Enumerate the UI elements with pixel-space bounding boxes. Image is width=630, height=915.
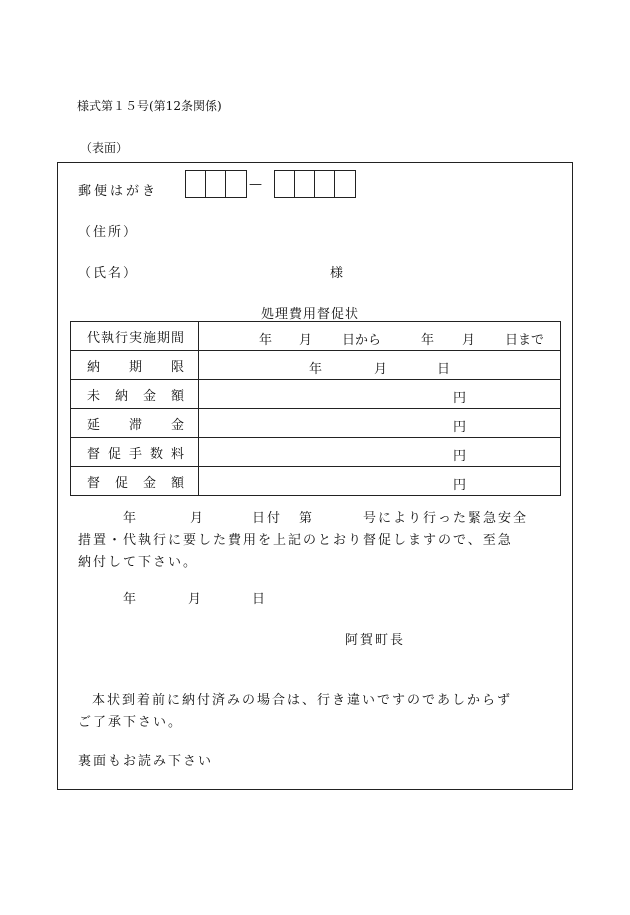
- postal-digit-box: [186, 171, 206, 197]
- table-row: [71, 409, 561, 438]
- table-row: [71, 351, 561, 380]
- postal-digit-box: [295, 171, 315, 197]
- day-until-label: 日まで: [505, 333, 545, 348]
- issuer-name: 阿賀町長: [345, 633, 406, 648]
- postal-digit-box: [226, 171, 246, 197]
- unpaid-amount-value[interactable]: [199, 380, 561, 409]
- body-line-3: 納付して下さい。: [78, 555, 199, 570]
- back-side-notice: 裏面もお読み下さい: [78, 754, 214, 769]
- body-line1-rest: 号により行った緊急安全: [363, 511, 529, 526]
- month-label: 月: [374, 362, 388, 377]
- notice-line-1: 本状到着前に納付済みの場合は、行き違いですのであしからず: [92, 693, 513, 708]
- late-fee-value[interactable]: [199, 409, 561, 438]
- postal-digit-box: [315, 171, 335, 197]
- side-label: （表面）: [80, 141, 129, 155]
- body-line-2: 措置・代執行に要した費用を上記のとおり督促しますので、至急: [78, 533, 513, 548]
- form-number: 様式第１５号(第12条関係): [77, 99, 222, 113]
- body-day: 日付: [252, 511, 283, 526]
- postal-digit-box: [206, 171, 226, 197]
- fee-table: [70, 321, 561, 496]
- document-title: 処理費用督促状: [261, 307, 360, 322]
- body-month: 月: [190, 511, 204, 526]
- reminder-fee-value[interactable]: [199, 438, 561, 467]
- row-label: 納期限: [71, 351, 199, 380]
- table-row: [71, 380, 561, 409]
- month-label: 月: [462, 333, 476, 348]
- month-label: 月: [299, 333, 313, 348]
- yen-unit: 円: [453, 449, 467, 464]
- row-label: 督促金額: [71, 467, 199, 496]
- reminder-amount-value[interactable]: [199, 467, 561, 496]
- row-label: 督促手数料: [71, 438, 199, 467]
- period-value[interactable]: [199, 322, 561, 351]
- table-row: [71, 467, 561, 496]
- issue-year: 年: [123, 592, 137, 607]
- row-label: 延滞金: [71, 409, 199, 438]
- address-label: （住所）: [78, 225, 139, 240]
- issue-month: 月: [188, 592, 202, 607]
- yen-unit: 円: [453, 391, 467, 406]
- postal-digit-box: [275, 171, 295, 197]
- year-label: 年: [421, 333, 435, 348]
- issue-day: 日: [252, 592, 266, 607]
- table-row: [71, 438, 561, 467]
- day-label: 日: [437, 362, 451, 377]
- body-number-prefix: 第: [299, 511, 313, 526]
- row-label: 代執行実施期間: [71, 322, 199, 351]
- notice-line-2: ご了承下さい。: [78, 715, 184, 730]
- due-date-value[interactable]: [199, 351, 561, 380]
- postal-code-dash: —: [249, 177, 262, 192]
- row-label: 未納金額: [71, 380, 199, 409]
- postal-code-second-part[interactable]: [274, 170, 356, 198]
- yen-unit: 円: [453, 478, 467, 493]
- day-from-label: 日から: [342, 333, 382, 348]
- postal-code-first-part[interactable]: [185, 170, 247, 198]
- body-year: 年: [123, 511, 137, 526]
- name-label: （氏名）: [78, 266, 139, 281]
- year-label: 年: [309, 362, 323, 377]
- yen-unit: 円: [453, 420, 467, 435]
- postcard-label: 郵便はがき: [78, 184, 159, 199]
- postal-digit-box: [335, 171, 355, 197]
- honorific: 様: [330, 266, 344, 281]
- year-label: 年: [259, 333, 273, 348]
- table-row: [71, 322, 561, 351]
